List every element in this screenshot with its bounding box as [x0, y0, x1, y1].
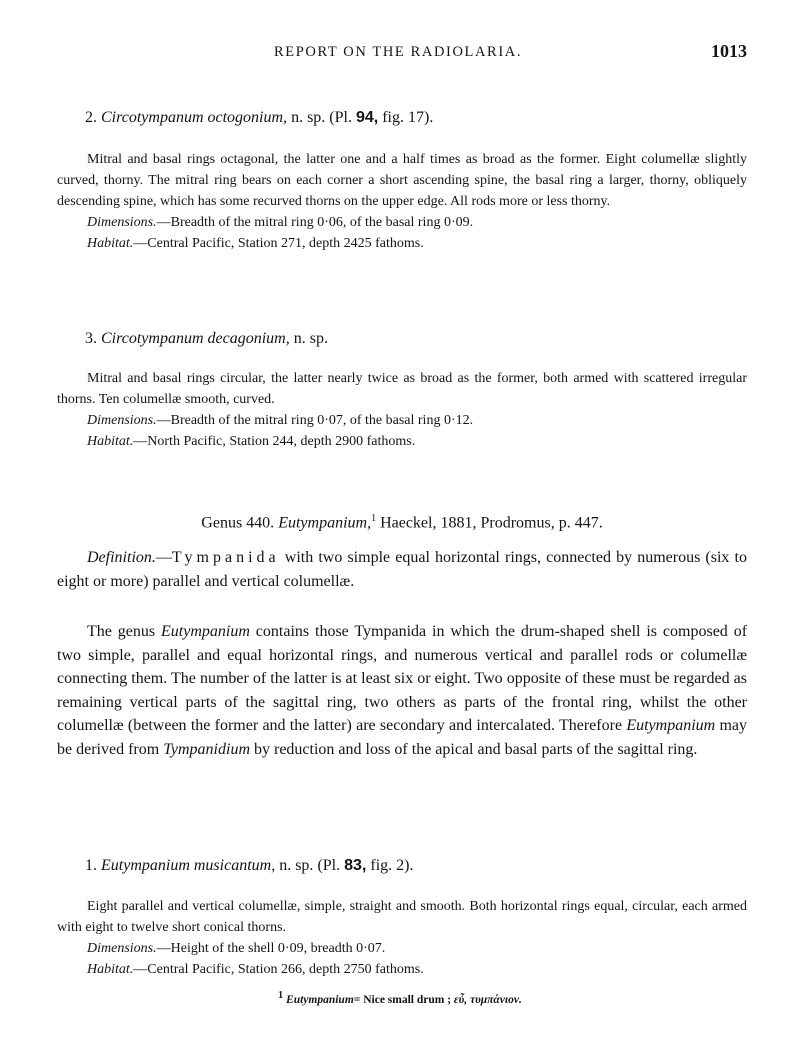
plate-figure: fig. 2).	[370, 857, 414, 874]
plate-prefix: (Pl.	[329, 109, 352, 126]
running-head	[0, 41, 800, 66]
species-name: Circotympanum octogonium,	[101, 109, 288, 126]
species-1-heading	[57, 855, 747, 877]
species-number: 1.	[85, 857, 97, 874]
definition-text: with two simple equal horizontal rings, connected by numerous (six to eight or more) parallel and vertical columellæ.	[57, 549, 747, 590]
genus-citation: Haeckel, 1881, Prodromus, p. 447.	[380, 514, 603, 532]
genus-discussion	[57, 620, 747, 761]
species-2-heading	[57, 107, 747, 129]
plate-number: 94,	[355, 109, 379, 126]
species-status: n. sp.	[291, 109, 326, 126]
species-3-dimensions	[57, 410, 747, 431]
plate-figure: fig. 17).	[382, 109, 434, 126]
species-2-dimensions	[57, 212, 747, 233]
species-number: 2.	[85, 109, 97, 126]
species-name: Circotympanum decagonium,	[101, 330, 290, 347]
habitat-label: Habitat.	[87, 236, 134, 251]
plate-prefix: (Pl.	[317, 857, 341, 874]
species-1-description: Eight parallel and vertical columellæ, simple, straight and smooth. Both horizontal rings equal, circular, each armed with eight to twelve short conical thorns.	[57, 899, 747, 935]
habitat-label: Habitat.	[87, 434, 134, 449]
running-title: REPORT ON THE RADIOLARIA.	[274, 44, 523, 60]
footnote-mark: 1	[278, 990, 284, 1001]
species-status: n. sp.	[293, 330, 328, 347]
species-3-heading	[57, 328, 747, 350]
footnote-reference: 1	[371, 513, 377, 524]
genus-heading	[57, 508, 747, 534]
text-run: The genus	[87, 623, 156, 640]
genus-heading-block	[57, 508, 747, 534]
footnote-term: Eutympanium	[286, 993, 354, 1006]
species-status: n. sp.	[279, 857, 314, 874]
species-1-body	[57, 896, 747, 980]
genus-definition	[57, 546, 747, 593]
species-name: Eutympanium musicantum,	[101, 857, 276, 874]
genus-definition-block	[57, 546, 747, 593]
footnote-greek: εὖ, τυμπάνιον.	[453, 993, 522, 1006]
species-1-dimensions	[57, 938, 747, 959]
species-2-heading-block	[57, 107, 747, 129]
dimensions-text: —Breadth of the mitral ring 0·06, of the basal ring 0·09.	[156, 215, 474, 230]
species-number: 3.	[85, 330, 97, 347]
text-run: by reduction and loss of the apical and basal parts of the sagittal ring.	[254, 740, 698, 758]
genus-name-ref: Tympanidium	[163, 740, 250, 758]
species-1-habitat	[57, 959, 747, 980]
dimensions-label: Dimensions.	[87, 941, 157, 956]
definition-taxon: Tympanida	[171, 549, 280, 566]
habitat-text: —Central Pacific, Station 266, depth 2750 fathoms.	[133, 962, 424, 977]
footnote-text: = Nice small drum ;	[353, 993, 452, 1006]
genus-number: Genus 440.	[201, 514, 275, 532]
genus-discussion-block	[57, 620, 747, 761]
species-3-habitat	[57, 431, 747, 452]
dimensions-text: —Height of the shell 0·09, breadth 0·07.	[156, 941, 386, 956]
definition-dash: —	[155, 549, 172, 566]
species-3-body	[57, 368, 747, 452]
genus-name-ref: Eutympanium	[626, 717, 716, 734]
species-3-description: Mitral and basal rings circular, the latter nearly twice as broad as the former, both armed with scattered irregular thorns. Ten columellæ smooth, curved.	[57, 371, 747, 407]
habitat-text: —North Pacific, Station 244, depth 2900 fathoms.	[133, 434, 416, 449]
text-run: contains those Tympanida in which the drum-shaped shell is composed of two simple, parallel and equal horizontal rings, and numerous vertical and parallel rods or columellæ connecting them. The number of the latter is at least six or eight. Two opposite of these must be regarded as remaining vertical parts of the sagittal ring, two others as parts of the frontal ring, whilst the other columellæ (between the former and the latter) are secondary and intercalated. Therefore	[57, 623, 748, 734]
dimensions-label: Dimensions.	[87, 413, 157, 428]
species-2-body	[57, 149, 747, 254]
dimensions-label: Dimensions.	[87, 215, 157, 230]
species-1-heading-block	[57, 855, 747, 877]
footnote	[0, 990, 800, 1006]
dimensions-text: —Breadth of the mitral ring 0·07, of the basal ring 0·12.	[156, 413, 474, 428]
genus-name: Eutympanium,	[278, 514, 372, 532]
species-3-heading-block	[57, 328, 747, 350]
text-run: may be derived from	[57, 717, 748, 758]
species-2-habitat	[57, 233, 747, 254]
habitat-label: Habitat.	[87, 962, 134, 977]
plate-number: 83,	[344, 857, 367, 874]
habitat-text: —Central Pacific, Station 271, depth 2425 fathoms.	[133, 236, 424, 251]
page-number: 1013	[711, 41, 747, 61]
definition-label: Definition.	[87, 549, 156, 566]
species-2-description: Mitral and basal rings octagonal, the latter one and a half times as broad as the former. Eight columellæ slightly curved, thorny. The mitral ring bears on each corner a short ascending spine, the basal ring a larger, thorny, obliquely descending spine, which has some recurved thorns on the upper edge. All rods more or less thorny.	[57, 152, 747, 209]
genus-name-ref: Eutympanium	[161, 623, 250, 640]
